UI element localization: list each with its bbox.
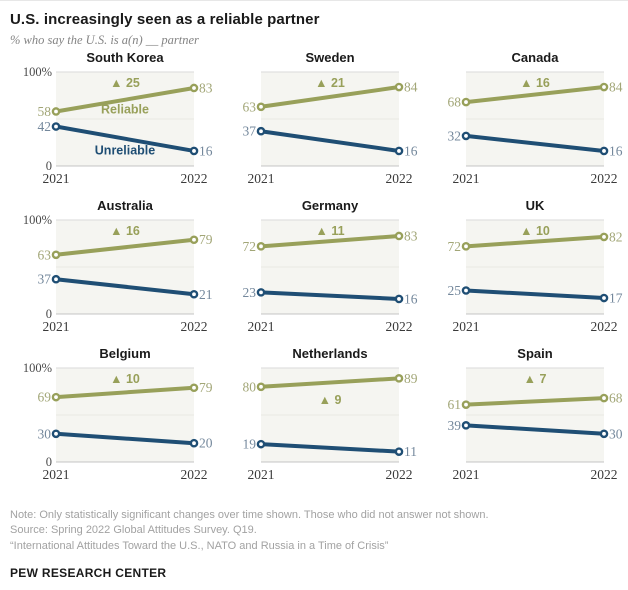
country-panel-chart <box>420 346 625 494</box>
reliable-point-marker <box>191 237 197 243</box>
y-axis-top-label: 100% <box>22 361 52 375</box>
unreliable-point-marker <box>463 287 469 293</box>
unreliable-start-value: 25 <box>447 283 461 298</box>
unreliable-point-marker <box>463 133 469 139</box>
country-panel <box>420 198 625 346</box>
reliable-end-value: 83 <box>404 228 418 244</box>
reliable-end-value: 84 <box>404 79 418 95</box>
unreliable-point-marker <box>191 148 197 154</box>
reliable-point-marker <box>191 85 197 91</box>
x-tick-2021: 2021 <box>452 319 480 334</box>
reliable-end-value: 83 <box>199 80 213 96</box>
page-title: U.S. increasingly seen as a reliable partner <box>10 11 320 28</box>
reliable-start-value: 61 <box>447 397 461 413</box>
panel-title: Canada <box>511 50 559 65</box>
y-axis-top-label: 100% <box>22 213 52 227</box>
reliable-point-marker <box>396 84 402 90</box>
x-tick-2021: 2021 <box>247 467 275 482</box>
unreliable-point-marker <box>53 276 59 282</box>
x-tick-2021: 2021 <box>42 319 70 334</box>
country-panel-chart <box>215 198 420 346</box>
unreliable-end-value: 16 <box>404 143 418 159</box>
change-badge: ▲ 9 <box>318 392 342 407</box>
country-panel <box>420 50 625 198</box>
reliable-end-value: 84 <box>609 79 623 95</box>
y-axis-bottom-label: 0 <box>45 307 52 321</box>
report-title-line: “International Attitudes Toward the U.S., NATO and Russia in a Time of Crisis” <box>10 539 389 552</box>
panel-title: Spain <box>517 346 553 361</box>
reliable-start-value: 63 <box>37 247 51 263</box>
country-panel-chart <box>10 50 215 198</box>
x-tick-2021: 2021 <box>42 171 70 186</box>
y-axis-top-label: 100% <box>22 65 52 79</box>
x-tick-2022: 2022 <box>385 319 413 334</box>
unreliable-end-value: 20 <box>199 435 213 451</box>
reliable-end-value: 82 <box>609 229 623 245</box>
unreliable-end-value: 16 <box>609 143 623 159</box>
unreliable-start-value: 32 <box>447 128 461 144</box>
reliable-point-marker <box>601 395 607 401</box>
reliable-point-marker <box>258 243 264 249</box>
unreliable-point-marker <box>463 422 469 428</box>
x-tick-2021: 2021 <box>247 171 275 186</box>
x-tick-2022: 2022 <box>180 467 208 482</box>
panels-grid <box>10 50 622 494</box>
unreliable-point-marker <box>258 128 264 134</box>
unreliable-end-value: 17 <box>609 290 623 306</box>
unreliable-start-value: 30 <box>37 426 51 442</box>
reliable-point-marker <box>53 108 59 114</box>
panel-title: South Korea <box>86 50 164 65</box>
reliable-point-marker <box>601 84 607 90</box>
unreliable-start-value: 23 <box>242 284 256 300</box>
legend-reliable-label: Reliable <box>101 102 149 117</box>
change-badge: ▲ 16 <box>520 76 550 90</box>
unreliable-point-marker <box>601 148 607 154</box>
unreliable-point-marker <box>258 441 264 447</box>
unreliable-point-marker <box>601 431 607 437</box>
change-badge: ▲ 16 <box>110 224 140 238</box>
change-badge: ▲ 7 <box>523 372 547 386</box>
change-badge: ▲ 10 <box>520 224 550 238</box>
unreliable-point-marker <box>191 291 197 297</box>
legend-unreliable-label: Unreliable <box>94 143 156 158</box>
reliable-start-value: 80 <box>242 379 256 395</box>
reliable-end-value: 68 <box>609 390 623 406</box>
country-panel-chart <box>420 198 625 346</box>
reliable-start-value: 68 <box>447 94 461 110</box>
unreliable-start-value: 19 <box>242 436 256 452</box>
note-line: Note: Only statistically significant changes over time shown. Those who did not answer not shown. <box>10 509 489 521</box>
unreliable-start-value: 39 <box>447 417 461 433</box>
unreliable-start-value: 37 <box>242 123 256 139</box>
x-tick-2022: 2022 <box>590 319 618 334</box>
reliable-end-value: 79 <box>199 380 213 396</box>
reliable-point-marker <box>601 234 607 240</box>
country-panel <box>10 198 215 346</box>
y-axis-bottom-label: 0 <box>45 159 52 173</box>
unreliable-end-value: 21 <box>199 286 213 302</box>
panel-title: Sweden <box>305 50 355 65</box>
reliable-point-marker <box>53 394 59 400</box>
unreliable-end-value: 11 <box>404 444 417 460</box>
reliable-point-marker <box>463 402 469 408</box>
unreliable-end-value: 16 <box>199 143 213 159</box>
country-panel <box>215 346 420 494</box>
unreliable-point-marker <box>396 148 402 154</box>
reliable-point-marker <box>258 384 264 390</box>
reliable-point-marker <box>396 375 402 381</box>
reliable-point-marker <box>53 252 59 258</box>
reliable-point-marker <box>396 233 402 239</box>
country-panel <box>10 346 215 494</box>
reliable-start-value: 63 <box>242 99 256 115</box>
reliable-end-value: 79 <box>199 232 213 248</box>
unreliable-start-value: 37 <box>37 271 51 287</box>
country-panel <box>10 50 215 198</box>
brand-footer: PEW RESEARCH CENTER <box>10 566 167 581</box>
change-badge: ▲ 11 <box>315 224 345 238</box>
change-badge: ▲ 25 <box>110 76 140 90</box>
country-panel-chart <box>215 346 420 494</box>
unreliable-point-marker <box>53 431 59 437</box>
x-tick-2022: 2022 <box>590 467 618 482</box>
unreliable-point-marker <box>396 296 402 302</box>
reliable-point-marker <box>463 243 469 249</box>
unreliable-point-marker <box>258 289 264 295</box>
unreliable-point-marker <box>53 123 59 129</box>
unreliable-end-value: 16 <box>404 291 418 307</box>
reliable-start-value: 58 <box>37 103 51 119</box>
reliable-start-value: 69 <box>37 389 51 405</box>
country-panel <box>215 50 420 198</box>
unreliable-end-value: 30 <box>609 426 623 442</box>
country-panel <box>420 346 625 494</box>
x-tick-2021: 2021 <box>452 467 480 482</box>
x-tick-2022: 2022 <box>385 467 413 482</box>
panel-title: Belgium <box>99 346 151 361</box>
chart-subtitle: % who say the U.S. is a(n) __ partner <box>10 33 199 47</box>
reliable-point-marker <box>463 99 469 105</box>
unreliable-point-marker <box>601 295 607 301</box>
reliable-point-marker <box>258 104 264 110</box>
footnotes <box>10 508 622 554</box>
country-panel <box>215 198 420 346</box>
panel-title: UK <box>525 198 545 213</box>
x-tick-2022: 2022 <box>180 171 208 186</box>
country-panel-chart <box>10 346 215 494</box>
reliable-start-value: 72 <box>242 238 256 254</box>
change-badge: ▲ 21 <box>315 76 345 90</box>
country-panel-chart <box>215 50 420 198</box>
panel-title: Germany <box>301 198 359 213</box>
unreliable-point-marker <box>396 449 402 455</box>
reliable-point-marker <box>191 385 197 391</box>
country-panel-chart <box>10 198 215 346</box>
x-tick-2021: 2021 <box>247 319 275 334</box>
reliable-start-value: 72 <box>447 238 461 254</box>
change-badge: ▲ 10 <box>110 372 140 386</box>
panel-title: Netherlands <box>292 346 368 361</box>
x-tick-2021: 2021 <box>42 467 70 482</box>
panel-title: Australia <box>97 198 153 213</box>
reliable-end-value: 89 <box>404 370 418 386</box>
x-tick-2022: 2022 <box>590 171 618 186</box>
country-panel-chart <box>420 50 625 198</box>
unreliable-start-value: 42 <box>37 119 51 135</box>
y-axis-bottom-label: 0 <box>45 455 52 469</box>
unreliable-point-marker <box>191 440 197 446</box>
x-tick-2022: 2022 <box>180 319 208 334</box>
x-tick-2021: 2021 <box>452 171 480 186</box>
x-tick-2022: 2022 <box>385 171 413 186</box>
source-line: Source: Spring 2022 Global Attitudes Survey. Q19. <box>10 524 257 537</box>
